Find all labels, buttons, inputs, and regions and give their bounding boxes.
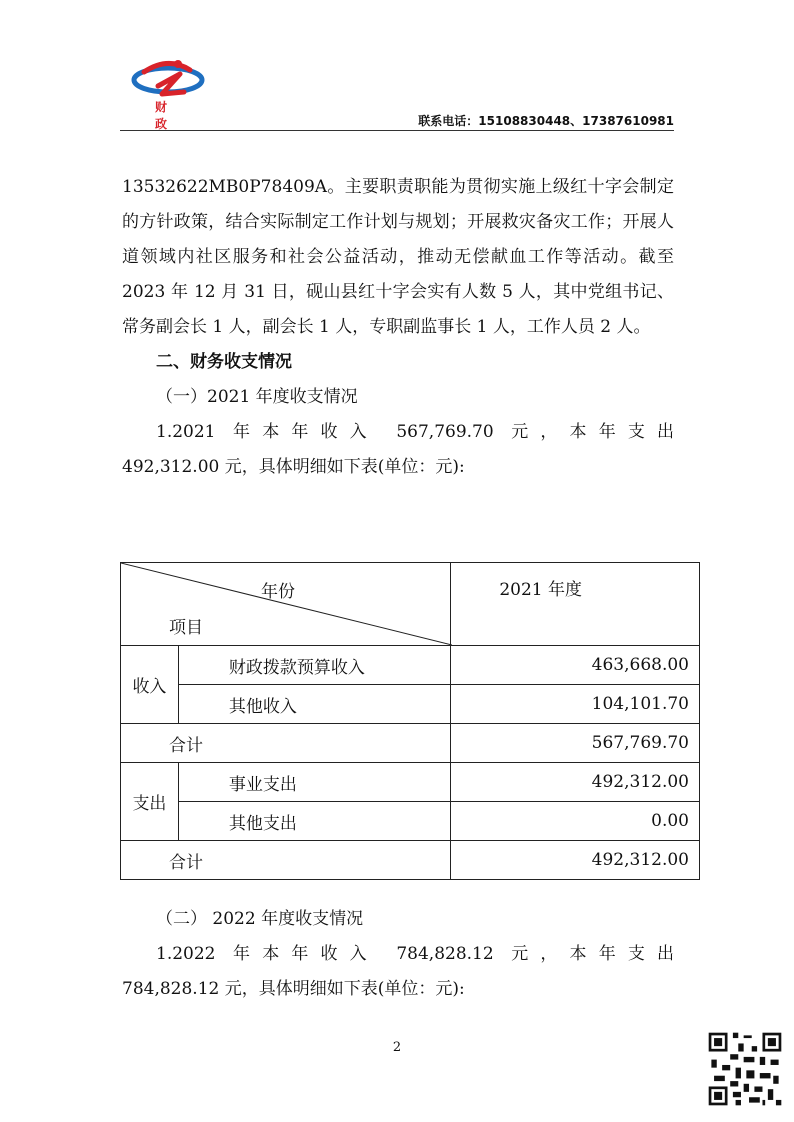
intro-paragraph: 13532622MB0P78409A。主要职责职能为贯彻实施上级红十字会制定的方针政策，结合实际制定工作计划与规划；开展救灾备灾工作；开展人道领域内社区服务和社会公益活动，推动无偿献血工作等活动。截至 2023 年 12 月 31 日，砚山县红十字会实有人数 5 人，其中党组书记、常务副会长 1 人，副会长 1 人，专职副监事长 1 人，工作人员 2 人。 <box>122 177 674 337</box>
table-row <box>121 802 700 841</box>
document-body-2022 <box>122 902 674 1007</box>
logo-text: 财 政 <box>154 100 173 131</box>
row-value: 104,101.70 <box>451 685 700 724</box>
header-diagonal-cell <box>121 563 451 646</box>
row-label: 其他支出 <box>178 802 450 841</box>
section-heading: 二、财务收支情况 <box>156 352 292 372</box>
table-row <box>121 646 700 685</box>
row-value: 463,668.00 <box>451 646 700 685</box>
table-header-row <box>121 563 700 646</box>
summary-2022-line2: 784,828.12 元，具体明细如下表(单位：元): <box>122 979 465 999</box>
row-label: 其他收入 <box>178 685 450 724</box>
qr-code-icon <box>706 1030 784 1108</box>
summary-2021-line1: 1.2021 年本年收入 567,769.70 元，本年支出 <box>156 422 674 442</box>
row-value: 0.00 <box>451 802 700 841</box>
row-label: 财政拨款预算收入 <box>178 646 450 685</box>
header-year-column: 2021 年度 <box>451 563 700 646</box>
row-label: 事业支出 <box>178 763 450 802</box>
summary-2021-line2: 492,312.00 元，具体明细如下表(单位：元): <box>122 457 465 477</box>
document-body <box>122 170 674 485</box>
expense-total-value: 492,312.00 <box>451 841 700 880</box>
row-value: 492,312.00 <box>451 763 700 802</box>
income-total-label: 合计 <box>121 724 451 763</box>
header-divider <box>120 130 674 131</box>
contact-phone: 联系电话：15108830448、17387610981 <box>418 114 674 128</box>
summary-2022-line1: 1.2022 年本年收入 784,828.12 元，本年支出 <box>156 944 674 964</box>
expense-group-label: 支出 <box>121 763 179 841</box>
page-number: 2 <box>392 1040 402 1055</box>
income-total-value: 567,769.70 <box>451 724 700 763</box>
subsection-heading-2021: （一）2021 年度收支情况 <box>156 387 358 407</box>
subsection-heading-2022: （二） 2022 年度收支情况 <box>156 909 364 929</box>
expense-total-label: 合计 <box>121 841 451 880</box>
table-row <box>121 841 700 880</box>
finance-table-2021 <box>120 562 700 880</box>
table-row <box>121 685 700 724</box>
header-year-label: 年份 <box>261 582 295 602</box>
table-row <box>121 763 700 802</box>
header-item-label: 项目 <box>169 618 203 638</box>
income-group-label: 收入 <box>121 646 179 724</box>
table-row <box>121 724 700 763</box>
